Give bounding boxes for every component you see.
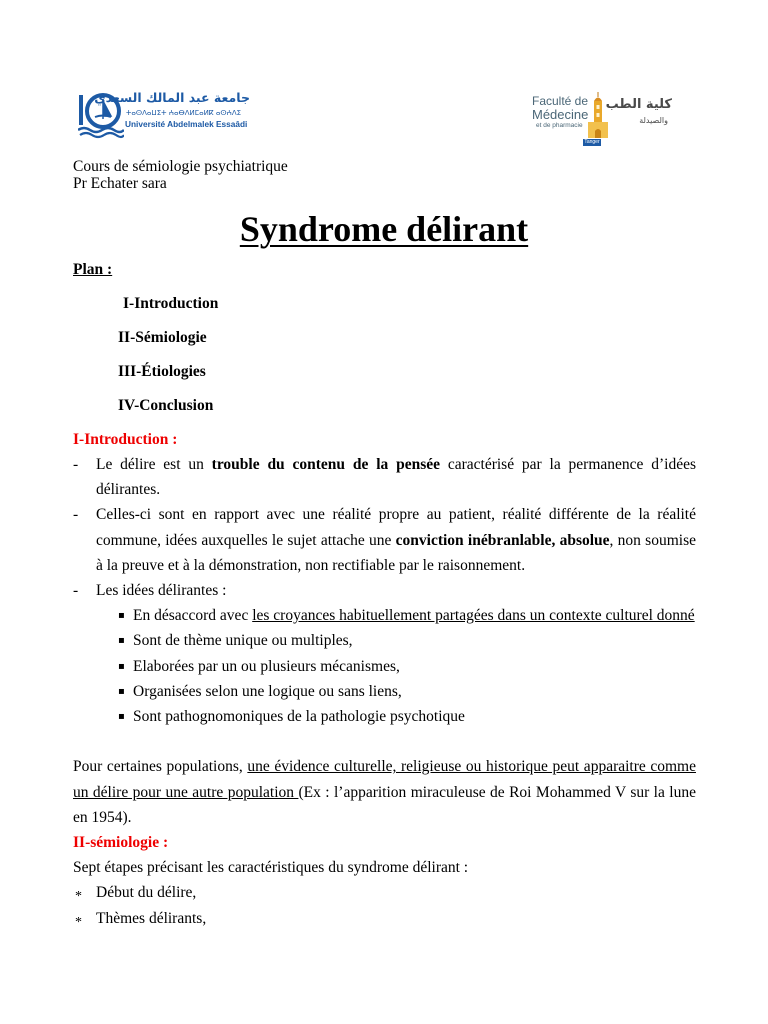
bullet-text: En désaccord avec (133, 607, 253, 625)
building-window (597, 105, 600, 109)
plan-item: I-Introduction (123, 295, 219, 313)
bullet-item (73, 603, 696, 628)
document-title: Syndrome délirant (239, 209, 529, 249)
paragraph-underlined-text: une évidence culturelle, religieuse ou historique peut apparaitre comme un délire pour une autre population (73, 758, 696, 801)
list-item-text: , non soumise à la preuve et à la démonstration, non rectifiable par le raisonnement. (96, 531, 696, 574)
plan-label: Plan : (73, 261, 113, 279)
list-item-text: Thèmes délirants, (96, 909, 207, 927)
bullet-item (73, 679, 696, 704)
list-item-text: Les idées délirantes : (96, 581, 227, 599)
list-item (73, 502, 696, 578)
plan-item: IV-Conclusion (118, 397, 214, 415)
paragraph (73, 754, 696, 830)
university-name-french: Université Abdelmalek Essaâdi (125, 119, 248, 129)
list-item (73, 906, 696, 931)
plan-item: III-Étiologies (118, 363, 206, 381)
bullet-item (73, 704, 696, 729)
faculty-logo (530, 90, 672, 148)
list-item-text: Début du délire, (96, 884, 197, 902)
list-item (73, 452, 696, 502)
faculty-city-tag: Tanger (584, 139, 600, 145)
list-item (73, 880, 696, 905)
bullet-text: Sont de thème unique ou multiples, (133, 632, 353, 650)
course-header (73, 158, 288, 193)
professor-name: Pr Echater sara (73, 175, 167, 192)
square-bullet-marker: ▪ (118, 635, 125, 647)
paragraph: Sept étapes précisant les caractéristiques du syndrome délirant : (73, 859, 469, 877)
university-name-tifinagh: ⵜⴰⵙⴷⴰⵡⵉⵜ ⵄⴰⴱⴷⵍⵎⴰⵍⴽ ⴰⵙⵄⴷⵉ (126, 109, 242, 117)
document-body (73, 427, 696, 931)
university-name-arabic: جامعة عبد المالك السعدي (94, 90, 250, 105)
bullet-item (73, 654, 696, 679)
paragraph-text: (Ex : l’apparition miraculeuse de Roi Mohammed V sur la lune en 1954). (73, 783, 696, 826)
bullet-underlined-text: les croyances habituellement partagées dans un contexte culturel donné (252, 607, 695, 625)
faculty-name-line1: Faculté de (532, 94, 589, 108)
dash-marker: - (73, 455, 79, 473)
list-item-text: Le délire est un (96, 455, 212, 473)
square-bullet-marker: ▪ (118, 610, 125, 622)
building-door (595, 129, 601, 138)
plan-section (73, 253, 218, 423)
paragraph-text: Pour certaines populations, (73, 758, 248, 776)
plan-label-row (73, 253, 218, 287)
asterisk-marker: * (75, 889, 82, 905)
list-item-text: caractérisé par la permanence d’idées délirantes. (96, 455, 696, 499)
plan-item: II-Sémiologie (118, 329, 207, 347)
faculty-name-arabic-line1: كلية الطب (605, 97, 672, 112)
course-name: Cours de sémiologie psychiatrique (73, 157, 288, 175)
bullet-text: Organisées selon une logique ou sans liens, (133, 682, 402, 700)
section-heading-semiologie: II-sémiologie : (73, 833, 169, 851)
faculty-name-arabic-line2: والصيدلة (639, 116, 668, 125)
list-item (73, 578, 696, 603)
bullet-text: Sont pathognomoniques de la pathologie psychotique (133, 707, 465, 725)
square-bullet-marker: ▪ (118, 660, 125, 672)
university-logo (78, 88, 254, 140)
square-bullet-marker: ▪ (118, 710, 125, 722)
building-dome (594, 98, 602, 102)
building-window (597, 113, 600, 117)
asterisk-marker: * (75, 914, 82, 930)
list-item-text: Celles-ci sont en rapport avec une réalité propre au patient, réalité différente de la réalité commune, idées auxquelles le sujet attache une (96, 506, 696, 549)
list-item-bold-text: trouble du contenu de la pensée (211, 455, 440, 473)
emblem-wave (80, 133, 124, 137)
bullet-text: Elaborées par un ou plusieurs mécanismes, (133, 657, 400, 675)
dash-marker: - (73, 581, 79, 599)
square-bullet-marker: ▪ (118, 685, 125, 697)
bullet-item (73, 628, 696, 653)
list-item-bold-text: conviction inébranlable, absolue (395, 531, 610, 549)
dash-marker: - (73, 506, 79, 524)
faculty-name-line2: Médecine (532, 107, 589, 122)
faculty-name-line3: et de pharmacie (536, 122, 583, 129)
emblem-bar (79, 95, 83, 125)
section-heading-introduction: I-Introduction : (73, 430, 178, 448)
